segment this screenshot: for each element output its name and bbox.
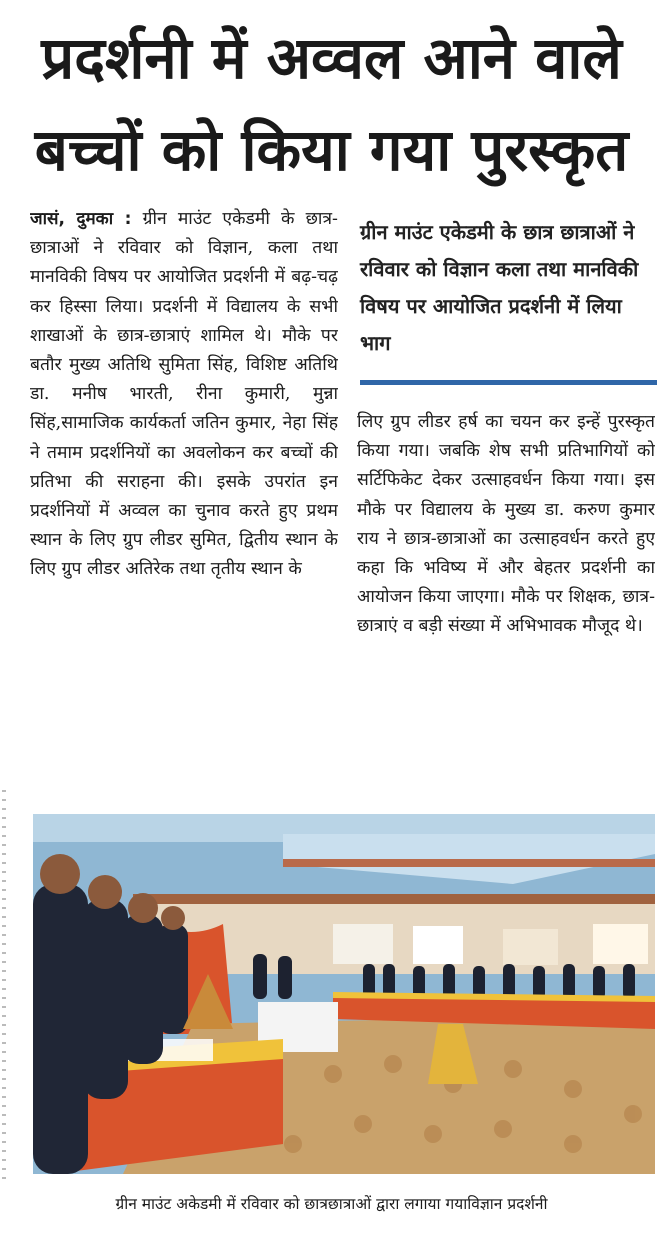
exhibition-photo-illustration: [33, 814, 655, 1174]
article-column-left: [30, 205, 338, 795]
pull-quote: ग्रीन माउंट एकेडमी के छात्र छात्राओं ने रविवार को विज्ञान कला तथा मानविकी विषय पर आयोजित प्रदर्शनी में लिया भाग: [360, 220, 639, 355]
page-edge-marks: [2, 790, 6, 1180]
photo-caption: ग्रीन माउंट अकेडमी में रविवार को छात्रछात्राओं द्वारा लगाया गयाविज्ञान प्रदर्शनी: [115, 1195, 548, 1213]
headline-line-1: प्रदर्शनी में अव्वल आने वाले: [41, 24, 622, 92]
headline-line-2: बच्चों को किया गया पुरस्कृत: [34, 116, 629, 184]
exhibition-photo: [33, 814, 655, 1174]
pull-quote-rule: [360, 380, 657, 385]
dateline: जासं, दुमका :: [30, 209, 132, 229]
article-body-left: ग्रीन माउंट एकेडमी के छात्र-छात्राओं ने रविवार को विज्ञान, कला तथा मानविकी विषय पर आयोजित प्रदर्शनी में बढ़-चढ़ कर हिस्सा लिया। प्रदर्शनी में विद्यालय के सभी शाखाओं के छात्र-छात्राएं शामिल थे। मौके पर बतौर मुख्य अतिथि सुमिता सिंह, विशिष्ट अतिथि डा. मनीष भारती, रीना कुमारी, मुन्ना सिंह,सामाजिक कार्यकर्ता जतिन कुमार, नेहा सिंह ने तमाम प्रदर्शनियों का अवलोकन कर बच्चों की प्रतिभा की सराहना की। इसके उपरांत इन प्रदर्शनियों में अव्वल का चुनाव करते हुए प्रथम स्थान के लिए ग्रुप लीडर सुमित, द्वितीय स्थान के लिए ग्रुप लीडर अतिरेक तथा तृतीय स्थान के: [30, 209, 338, 580]
article-column-right: लिए ग्रुप लीडर हर्ष का चयन कर इन्हें पुरस्कृत किया गया। जबकि शेष सभी प्रतिभागियों को सर्टिफिकेट देकर उत्साहवर्धन किया गया। इस मौके पर विद्यालय के मुख्य डा. करुण कुमार राय ने छात्र-छात्राओं का उत्साहवर्धन करते हुए कहा कि भविष्य में और बेहतर प्रदर्शनी का आयोजन किया जाएगा। मौके पर शिक्षक, छात्र-छात्राएं व बड़ी संख्या में अभिभावक मौजूद थे।: [357, 412, 655, 637]
